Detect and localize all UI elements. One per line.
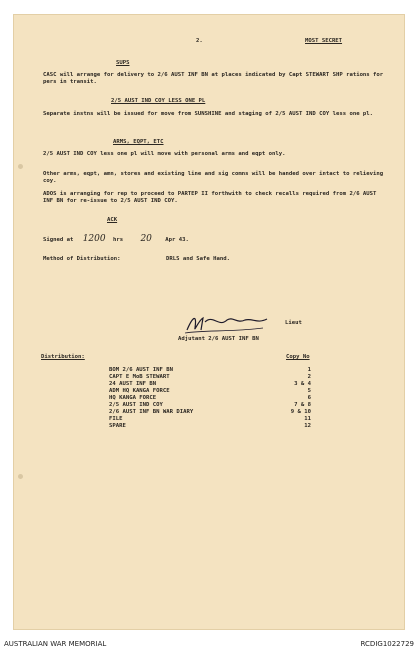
footer-record-id: RCDIG1022729 bbox=[360, 640, 414, 648]
section-heading: ARMS, EQPT, ETC bbox=[113, 139, 164, 145]
section-heading: SUPS bbox=[116, 60, 130, 66]
distribution-recipient: HQ KANGA FORCE bbox=[109, 395, 157, 401]
distribution-copy: 2 bbox=[307, 374, 311, 380]
classification-marking: MOST SECRET bbox=[305, 38, 343, 44]
document-body bbox=[13, 14, 405, 630]
paragraph: Other arms, eqpt, amn, stores and existing line and sig comns will be handed over intact to relieving coy. bbox=[43, 171, 384, 184]
distribution-copy: 6 bbox=[307, 395, 311, 401]
distribution-copy: 3 & 4 bbox=[294, 381, 311, 387]
section-text: 2/5 AUST IND COY less one pl will move with personal arms and eqpt only. bbox=[43, 151, 286, 157]
distribution-label: Distribution: bbox=[41, 354, 85, 360]
distribution-row bbox=[109, 409, 311, 416]
distribution-recipient: 24 AUST INF BN bbox=[109, 381, 157, 387]
handwritten-signature bbox=[183, 310, 283, 336]
distribution-recipient: CAPT E MoB STEWART bbox=[109, 374, 170, 380]
distribution-recipient: SPARE bbox=[109, 423, 126, 429]
distribution-recipient: 2/5 AUST IND COY bbox=[109, 402, 163, 408]
distribution-recipient: BOM 2/6 AUST INF BN bbox=[109, 367, 173, 373]
document-page bbox=[13, 14, 405, 630]
method-label: Method of Distribution: bbox=[43, 256, 121, 262]
ack-label: ACK bbox=[107, 217, 118, 223]
distribution-row bbox=[109, 402, 311, 409]
signed-day: 20 bbox=[140, 234, 152, 244]
distribution-row bbox=[109, 388, 311, 395]
signed-rest: Apr 43. bbox=[165, 237, 189, 243]
signature-rank: Lieut bbox=[285, 320, 302, 326]
section-text: Separate instns will be issued for move from SUNSHINE and staging of 2/5 AUST IND COY less one pl. bbox=[43, 111, 374, 117]
signed-line bbox=[43, 236, 189, 244]
distribution-row bbox=[109, 367, 311, 374]
copy-no-label: Copy No bbox=[286, 354, 310, 360]
section-text: CASC will arrange for delivery to 2/6 AUST INF BN at places indicated by Capt STEWART SHP rations for pers in transit. bbox=[43, 72, 384, 85]
distribution-copy: 1 bbox=[307, 367, 311, 373]
distribution-copy: 7 & 8 bbox=[294, 402, 311, 408]
distribution-row bbox=[109, 416, 311, 423]
distribution-copy: 12 bbox=[304, 423, 311, 429]
distribution-copy: 5 bbox=[307, 388, 311, 394]
distribution-row bbox=[109, 423, 311, 430]
distribution-recipient: FILE bbox=[109, 416, 123, 422]
distribution-copy: 9 & 10 bbox=[290, 409, 311, 415]
signed-time: 1200 bbox=[82, 234, 106, 244]
distribution-row bbox=[109, 374, 311, 381]
paragraph: ADOS is arranging for rep to proceed to PARTEP II forthwith to check recalls required from 2/6 AUST INF BN for re-issue to 2/5 AUST IND COY. bbox=[43, 191, 377, 204]
method-value: DRLS and Safe Hand. bbox=[166, 256, 230, 262]
distribution-recipient: 2/6 AUST INF BN WAR DIARY bbox=[109, 409, 194, 415]
distribution-copy: 11 bbox=[304, 416, 311, 422]
section-heading: 2/5 AUST IND COY LESS ONE PL bbox=[111, 98, 206, 104]
page-number: 2. bbox=[196, 38, 203, 44]
signature-title: Adjutant 2/6 AUST INF BN bbox=[178, 336, 259, 342]
distribution-row bbox=[109, 381, 311, 388]
signed-prefix: Signed at bbox=[43, 237, 74, 243]
distribution-recipient: ADM HQ KANGA FORCE bbox=[109, 388, 170, 394]
distribution-row bbox=[109, 395, 311, 402]
archive-footer bbox=[0, 640, 418, 652]
signed-hrs: hrs bbox=[112, 237, 124, 243]
footer-institution: AUSTRALIAN WAR MEMORIAL bbox=[4, 640, 107, 648]
